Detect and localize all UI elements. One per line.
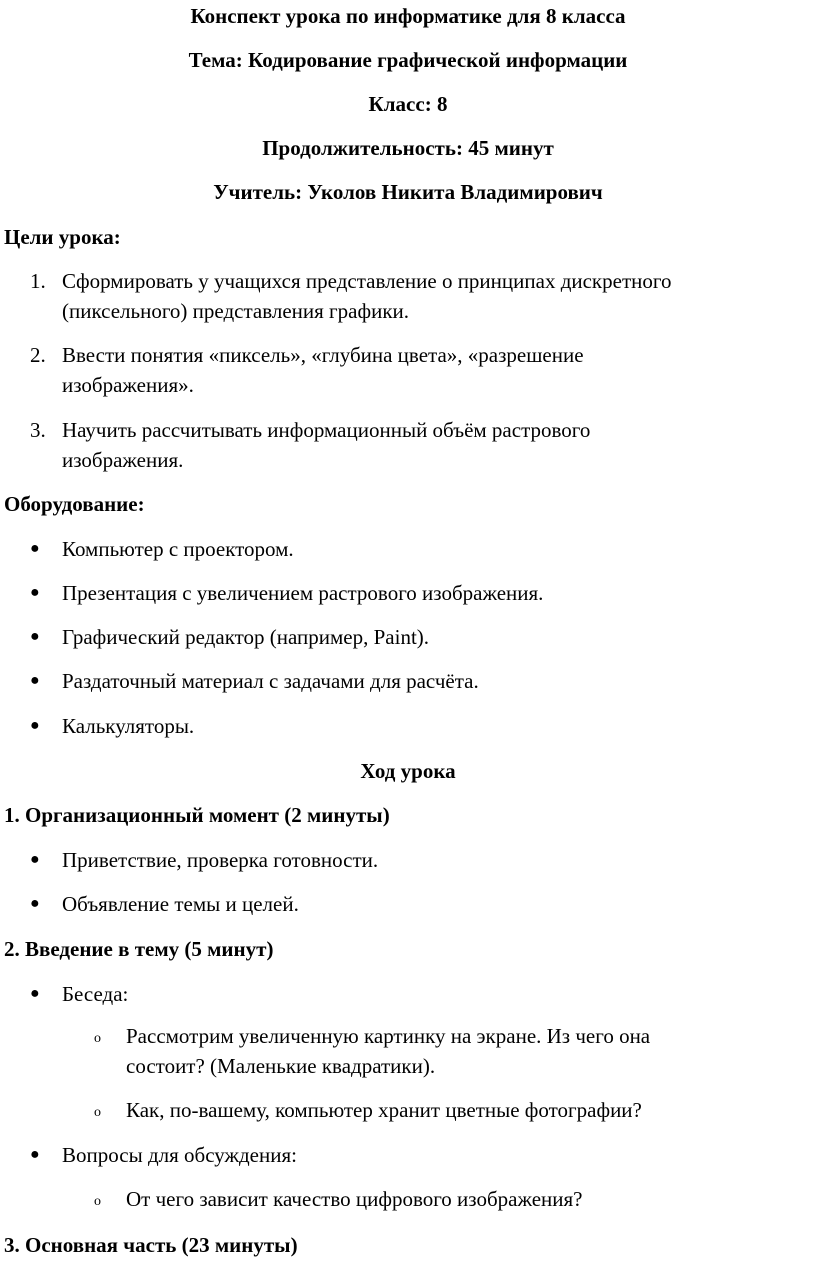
goal-number: 1. bbox=[30, 269, 46, 293]
goal-text-line2: изображения». bbox=[62, 373, 194, 397]
stage2-subitem-line2: состоит? (Маленькие квадратики). bbox=[126, 1054, 436, 1078]
goal-text-line1: Ввести понятия «пиксель», «глубина цвета», «разрешение bbox=[62, 343, 584, 367]
lesson-duration: Продолжительность: 45 минут bbox=[262, 136, 554, 160]
stage2-subitem-line1: Как, по-вашему, компьютер хранит цветные фотографии? bbox=[126, 1098, 642, 1122]
goal-number: 2. bbox=[30, 343, 46, 367]
goal-text-line2: изображения. bbox=[62, 448, 184, 472]
bullet-icon: ● bbox=[30, 895, 40, 912]
stage1-text: Объявление темы и целей. bbox=[62, 892, 299, 916]
sub-bullet-icon: o bbox=[94, 1194, 101, 1209]
stage3-heading: 3. Основная часть (23 минуты) bbox=[4, 1233, 298, 1257]
bullet-icon: ● bbox=[30, 1146, 40, 1163]
lesson-teacher: Учитель: Уколов Никита Владимирович bbox=[213, 180, 603, 204]
equipment-heading: Оборудование: bbox=[4, 492, 145, 516]
equipment-text: Компьютер с проектором. bbox=[62, 537, 294, 561]
equipment-text: Презентация с увеличением растрового изображения. bbox=[62, 581, 544, 605]
stage2-questions-label: Вопросы для обсуждения: bbox=[62, 1143, 297, 1167]
bullet-icon: ● bbox=[30, 851, 40, 868]
stage2-heading: 2. Введение в тему (5 минут) bbox=[4, 937, 274, 961]
equipment-text: Калькуляторы. bbox=[62, 714, 195, 738]
lesson-grade: Класс: 8 bbox=[368, 92, 448, 116]
stage2-talk-label: Беседа: bbox=[62, 982, 129, 1006]
bullet-icon: ● bbox=[30, 672, 40, 689]
document-title: Конспект урока по информатике для 8 класса bbox=[190, 4, 626, 28]
lesson-topic: Тема: Кодирование графической информации bbox=[188, 48, 628, 72]
stage1-text: Приветствие, проверка готовности. bbox=[62, 848, 379, 872]
bullet-icon: ● bbox=[30, 540, 40, 557]
goal-number: 3. bbox=[30, 418, 46, 442]
sub-bullet-icon: o bbox=[94, 1031, 101, 1046]
equipment-text: Графический редактор (например, Paint). bbox=[62, 625, 430, 649]
goals-heading: Цели урока: bbox=[4, 225, 121, 249]
goal-text-line1: Сформировать у учащихся представление о принципах дискретного bbox=[62, 269, 672, 293]
bullet-icon: ● bbox=[30, 717, 40, 734]
goal-text-line2: (пиксельного) представления графики. bbox=[62, 299, 410, 323]
bullet-icon: ● bbox=[30, 628, 40, 645]
bullet-icon: ● bbox=[30, 985, 40, 1002]
stage1-heading: 1. Организационный момент (2 минуты) bbox=[4, 803, 390, 827]
bullet-icon: ● bbox=[30, 584, 40, 601]
stage2-question-text: От чего зависит качество цифрового изображения? bbox=[126, 1187, 583, 1211]
stage2-subitem-line1: Рассмотрим увеличенную картинку на экране. Из чего она bbox=[126, 1024, 651, 1048]
lesson-flow-heading: Ход урока bbox=[360, 759, 456, 783]
sub-bullet-icon: o bbox=[94, 1105, 101, 1120]
equipment-text: Раздаточный материал с задачами для расчёта. bbox=[62, 669, 479, 693]
goal-text-line1: Научить рассчитывать информационный объём растрового bbox=[62, 418, 591, 442]
